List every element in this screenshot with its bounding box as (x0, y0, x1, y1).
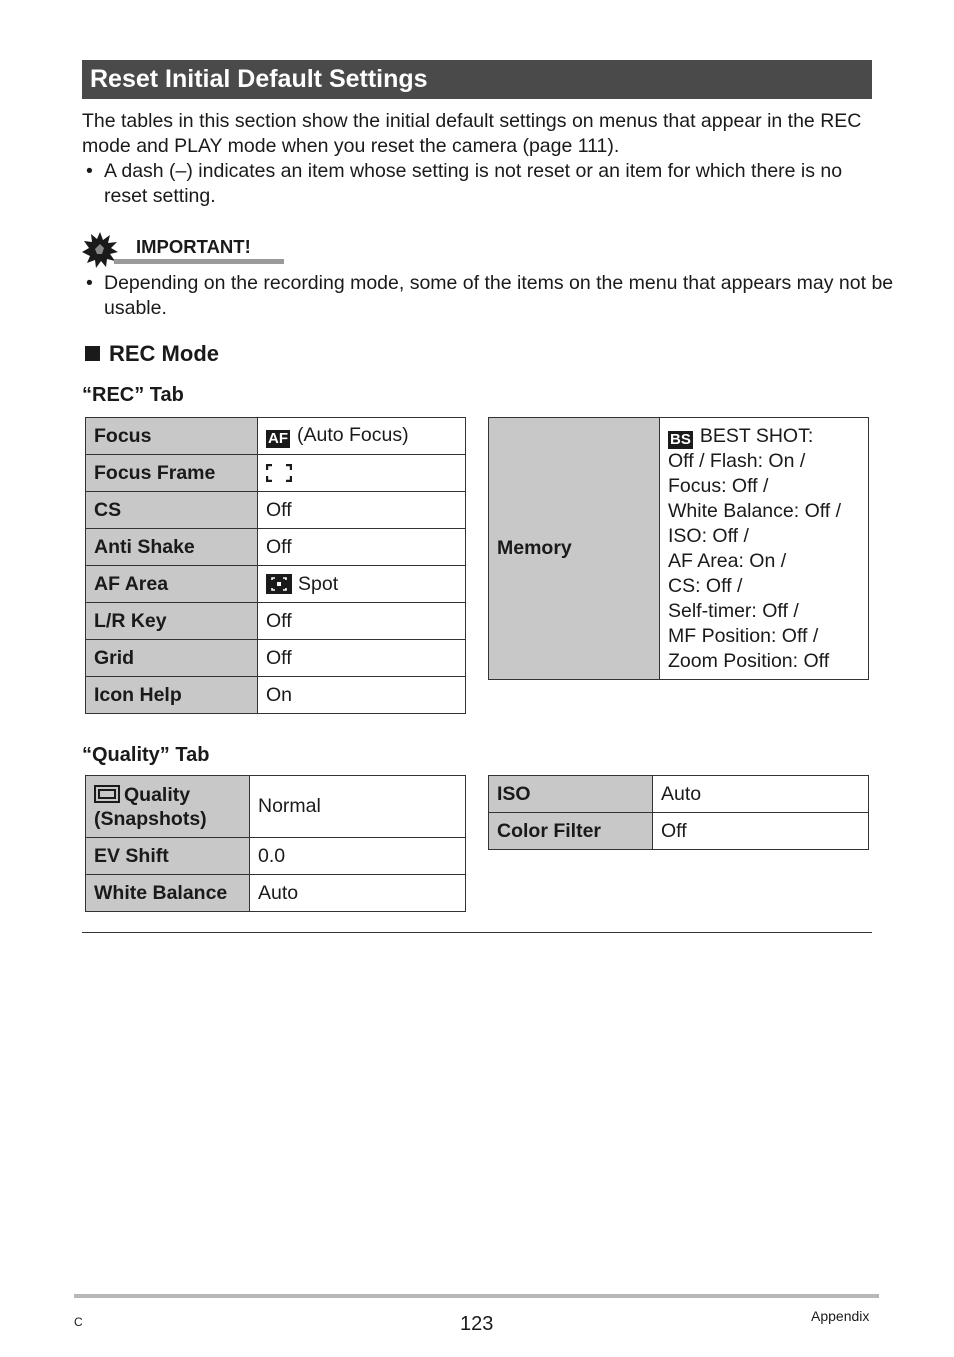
row-key: Focus (86, 418, 258, 455)
section-end-divider (82, 932, 872, 933)
af-icon: AF (268, 430, 288, 447)
table-row (86, 838, 466, 875)
row-key-line2: (Snapshots) (94, 807, 207, 830)
section-title: REC Mode (109, 341, 219, 366)
bullet-mark: • (86, 272, 93, 294)
row-value: On (258, 677, 466, 714)
table-row (86, 566, 466, 603)
row-value: Off (653, 813, 869, 850)
important-heading (82, 230, 287, 266)
intro-block (82, 109, 872, 209)
memory-line: ISO: Off / (668, 524, 749, 547)
row-value (258, 418, 466, 455)
row-key: AF Area (86, 566, 258, 603)
row-key: Focus Frame (86, 455, 258, 492)
row-value: Off (258, 492, 466, 529)
memory-line: White Balance: Off / (668, 499, 842, 522)
table-row (86, 640, 466, 677)
row-key: Anti Shake (86, 529, 258, 566)
table-row (489, 418, 869, 680)
memory-table (488, 417, 869, 680)
memory-line: BS BEST SHOT: (670, 424, 814, 448)
table-row (86, 603, 466, 640)
table-row (489, 776, 869, 813)
row-value: Auto (653, 776, 869, 813)
row-key (86, 776, 250, 838)
quality-tab-heading: “Quality” Tab (82, 744, 210, 766)
page-title: Reset Initial Default Settings (82, 60, 872, 99)
table-row (86, 776, 466, 838)
table-row (86, 418, 466, 455)
rec-tab-heading: “REC” Tab (82, 384, 184, 406)
row-key-line1: Quality (124, 783, 191, 806)
table-row (86, 455, 466, 492)
row-value-text: Spot (298, 572, 339, 595)
important-label: IMPORTANT! (136, 236, 251, 257)
row-key: L/R Key (86, 603, 258, 640)
table-row (86, 677, 466, 714)
bullet-mark: • (86, 160, 93, 182)
section-heading (82, 341, 219, 367)
intro-paragraph: The tables in this section show the initial default settings on menus that appear in the REC mode and PLAY mode when you reset the camera (page 111). (82, 110, 862, 157)
footer-section-label: Appendix (811, 1308, 870, 1324)
important-bullet-text: Depending on the recording mode, some of the items on the menu that appears may not be usable. (104, 272, 894, 319)
intro-bullet (82, 159, 872, 209)
row-key: Icon Help (86, 677, 258, 714)
memory-line: CS: Off / (668, 574, 743, 597)
row-value: Off (258, 529, 466, 566)
row-key: Color Filter (489, 813, 653, 850)
spot-icon (266, 574, 292, 594)
memory-line: Zoom Position: Off (668, 649, 830, 672)
quality-tab-table-right (488, 775, 869, 850)
row-key: Memory (489, 418, 660, 680)
row-value: Auto (250, 875, 466, 912)
burst-icon (82, 232, 118, 268)
table-row (86, 529, 466, 566)
page-number: 123 (460, 1313, 494, 1335)
row-key: Grid (86, 640, 258, 677)
row-key: EV Shift (86, 838, 250, 875)
row-value: Normal (250, 776, 466, 838)
row-value-text: (Auto Focus) (297, 424, 409, 446)
table-row (86, 875, 466, 912)
memory-line: Off / Flash: On / (668, 449, 806, 472)
table-row (86, 492, 466, 529)
quality-icon (94, 785, 120, 803)
footer-divider (74, 1294, 879, 1298)
footer-language-mark: C (74, 1315, 83, 1329)
memory-line: AF Area: On / (668, 549, 787, 572)
memory-value (660, 418, 869, 680)
focus-frame-icon (266, 464, 292, 482)
row-key: White Balance (86, 875, 250, 912)
bs-icon: BS (670, 430, 691, 448)
intro-bullet-text: A dash (–) indicates an item whose setting is not reset or an item for which there is no reset setting. (104, 160, 843, 207)
row-key: CS (86, 492, 258, 529)
row-value (258, 566, 466, 603)
important-bullet (82, 271, 894, 321)
row-value: Off (258, 640, 466, 677)
row-value (258, 455, 466, 492)
table-row (489, 813, 869, 850)
quality-tab-table (85, 775, 466, 912)
rec-tab-table (85, 417, 466, 714)
important-underline (114, 259, 284, 264)
memory-line: Self-timer: Off / (668, 599, 799, 622)
row-value: 0.0 (250, 838, 466, 875)
memory-line: MF Position: Off / (668, 624, 819, 647)
row-key: ISO (489, 776, 653, 813)
memory-line: Focus: Off / (668, 474, 769, 497)
square-bullet-icon (85, 346, 100, 361)
row-value: Off (258, 603, 466, 640)
